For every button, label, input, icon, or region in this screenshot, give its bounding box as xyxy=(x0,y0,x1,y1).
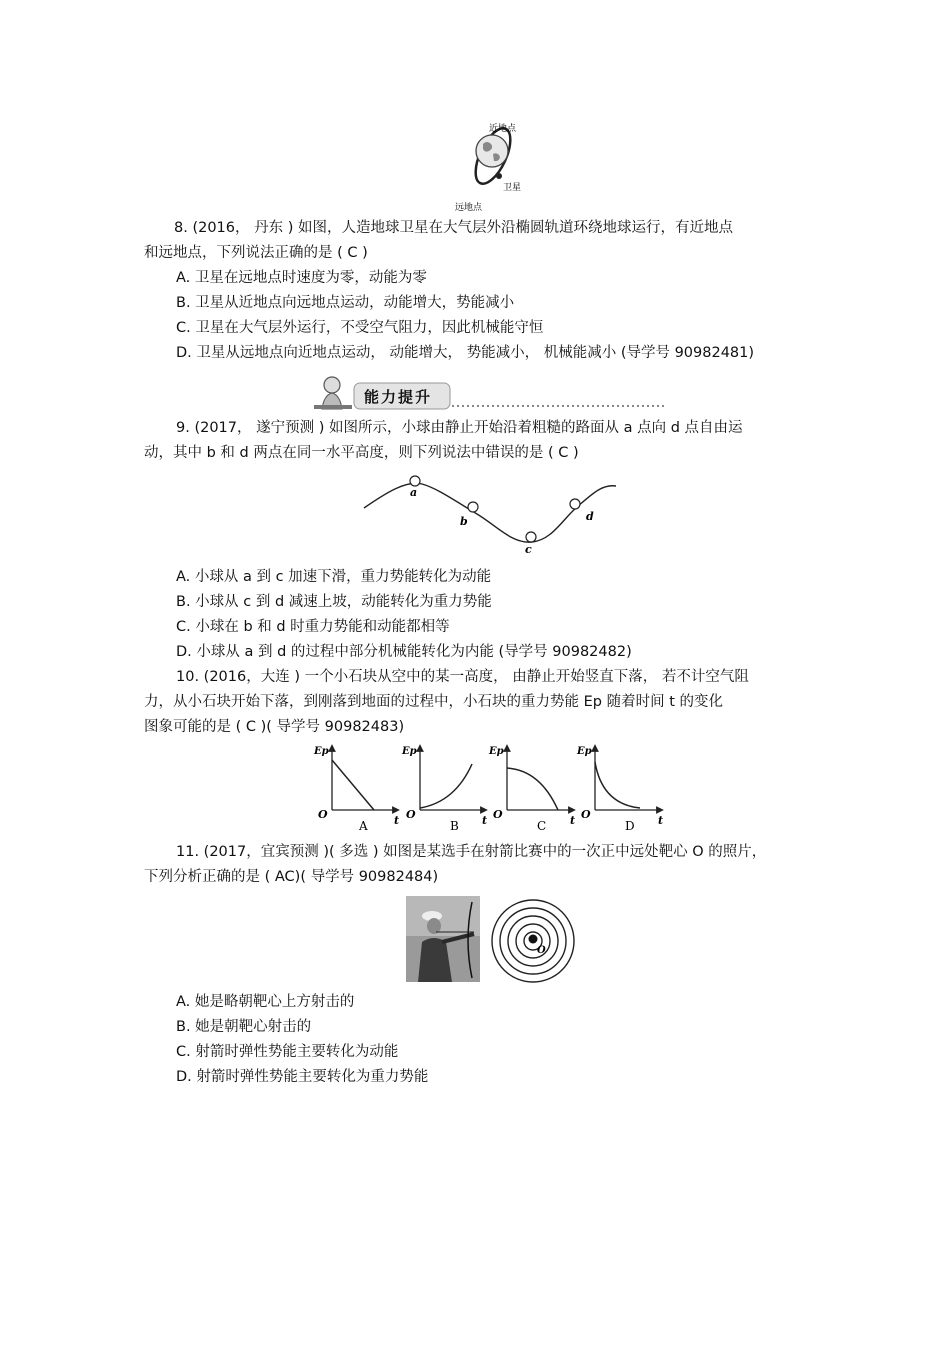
q8-line2: 和远地点，下列说法正确的是 ( C ) xyxy=(144,245,368,261)
graph-d xyxy=(576,746,663,833)
svg-text:b: b xyxy=(460,515,468,528)
ball-c xyxy=(526,532,536,542)
svg-text:t: t xyxy=(482,814,488,827)
svg-text:a: a xyxy=(410,486,418,499)
graph-b xyxy=(401,746,487,833)
orbit-figure xyxy=(455,118,535,213)
svg-text:D: D xyxy=(625,819,635,833)
svg-text:卫星: 卫星 xyxy=(503,183,522,193)
ball-a xyxy=(410,476,420,486)
svg-text:O: O xyxy=(581,808,591,821)
svg-text:C: C xyxy=(537,819,547,833)
svg-text:t: t xyxy=(570,814,576,827)
q11-line2: 下列分析正确的是 ( AC)( 导学号 90982484) xyxy=(144,869,439,885)
svg-text:t: t xyxy=(658,814,664,827)
svg-text:d: d xyxy=(586,510,594,523)
svg-text:远地点: 远地点 xyxy=(455,203,483,213)
svg-text:O: O xyxy=(406,808,416,821)
q8-option-d: D. 卫星从远地点向近地点运动， 动能增大， 势能减小， 机械能减小 (导学号 90982481) xyxy=(176,345,755,361)
q9-option-c: C. 小球在 b 和 d 时重力势能和动能都相等 xyxy=(176,619,450,635)
student-mascot-icon xyxy=(324,377,340,393)
q10-line2: 力，从小石块开始下落，到刚落到地面的过程中，小石块的重力势能 Ep 随着时间 t 的变化 xyxy=(144,694,723,710)
q10-line1: 10. (2016，大连 ) 一个小石块从空中的某一高度， 由静止开始竖直下落， 若不计空气阻 xyxy=(176,669,749,685)
satellite-icon xyxy=(496,173,502,179)
section-banner-label: 能力提升 xyxy=(364,388,433,406)
svg-text:Ep: Ep xyxy=(402,746,417,757)
archer-photo xyxy=(406,896,480,982)
graph-c xyxy=(488,746,575,833)
q11-option-a: A. 她是略朝靶心上方射击的 xyxy=(176,994,355,1010)
svg-text:Ep: Ep xyxy=(314,746,329,757)
section-banner xyxy=(312,371,672,411)
q8-option-c: C. 卫星在大气层外运行，不受空气阻力，因此机械能守恒 xyxy=(176,320,544,336)
q9-line2: 动，其中 b 和 d 两点在同一水平高度，则下列说法中错误的是 ( C ) xyxy=(144,445,579,461)
q9-line1: 9. (2017， 遂宁预测 ) 如图所示，小球由静止开始沿着粗糙的路面从 a 点向 d 点自由运 xyxy=(176,420,743,436)
q9-option-b: B. 小球从 c 到 d 减速上坡，动能转化为重力势能 xyxy=(176,594,492,610)
q8-option-b: B. 卫星从近地点向远地点运动，动能增大，势能减小 xyxy=(176,295,515,311)
svg-text:c: c xyxy=(525,543,532,556)
q11-option-c: C. 射箭时弹性势能主要转化为动能 xyxy=(176,1044,399,1060)
svg-text:Ep: Ep xyxy=(577,746,592,757)
ball-b xyxy=(468,502,478,512)
svg-text:O: O xyxy=(537,945,546,956)
svg-text:O: O xyxy=(318,808,328,821)
q11-option-b: B. 她是朝靶心射击的 xyxy=(176,1019,312,1035)
q11-option-d: D. 射箭时弹性势能主要转化为重力势能 xyxy=(176,1069,429,1085)
q10-line3: 图象可能的是 ( C )( 导学号 90982483) xyxy=(144,719,405,735)
svg-text:A: A xyxy=(359,819,368,833)
svg-text:t: t xyxy=(394,814,400,827)
ball-d xyxy=(570,499,580,509)
svg-text:B: B xyxy=(450,819,459,833)
earth-icon xyxy=(476,135,508,167)
graph-a xyxy=(313,746,399,833)
bullseye-dot xyxy=(529,935,538,944)
q10-graphs xyxy=(310,742,670,837)
q9-option-d: D. 小球从 a 到 d 的过程中部分机械能转化为内能 (导学号 90982482) xyxy=(176,644,632,660)
q8-line1: 8. (2016， 丹东 ) 如图，人造地球卫星在大气层外沿椭圆轨道环绕地球运行，有近地点 xyxy=(174,220,733,236)
q9-option-a: A. 小球从 a 到 c 加速下滑，重力势能转化为动能 xyxy=(176,569,492,585)
q9-road-figure xyxy=(362,472,620,557)
svg-text:O: O xyxy=(493,808,503,821)
q8-option-a: A. 卫星在远地点时速度为零，动能为零 xyxy=(176,270,427,286)
archery-target xyxy=(490,898,576,984)
svg-text:Ep: Ep xyxy=(489,746,504,757)
svg-text:近地点: 近地点 xyxy=(489,124,517,134)
q11-line1: 11. (2017，宜宾预测 )( 多选 ) 如图是某选手在射箭比赛中的一次正中远处靶心 O 的照片， xyxy=(176,844,767,860)
